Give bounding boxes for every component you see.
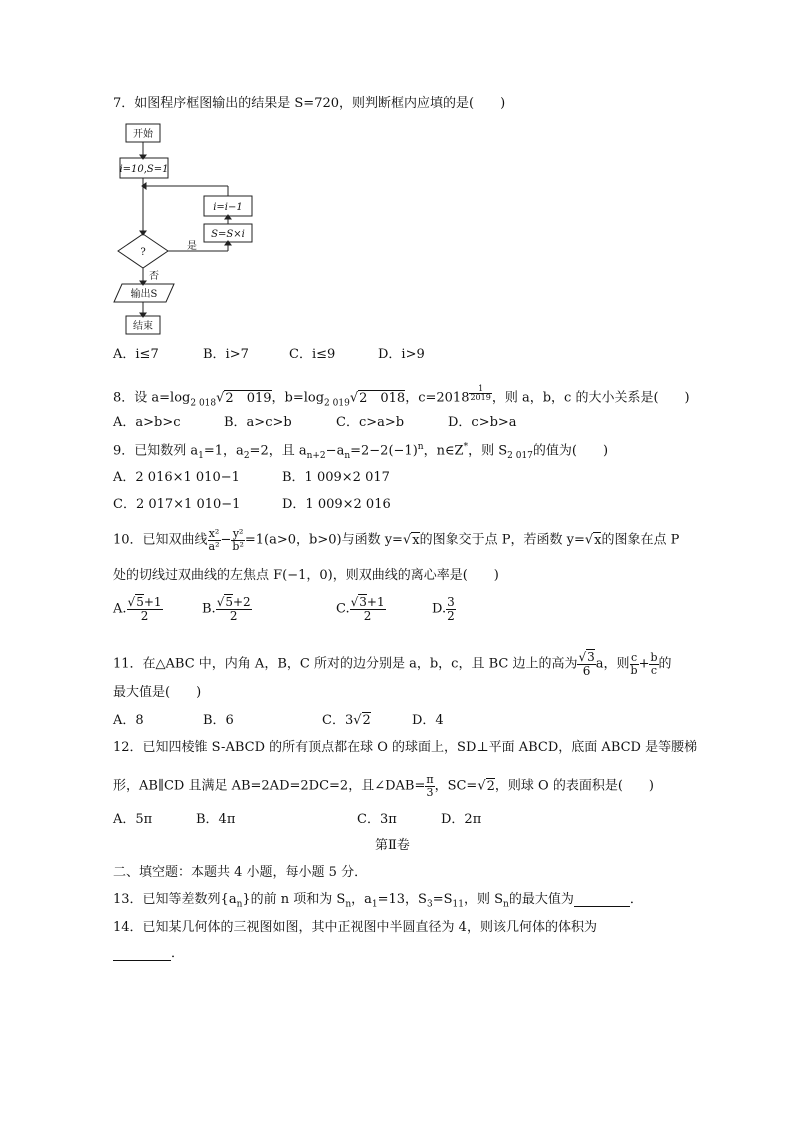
q7-flowchart [112,120,292,340]
q12-stem-line2: 形，AB∥CD 且满足 AB=2AD=2DC=2，且∠DAB= $\frac{\pi}{3}$ ，SC=√2，则球 O 的表面积是( ) [113,773,654,799]
q13-answer-blank[interactable] [574,893,630,907]
q14-answer-blank[interactable] [113,947,171,961]
q8-option-c: C．c>a>b [336,415,405,430]
q12-option-a: A．5π [113,812,153,827]
flow-end-label: 结束 [133,321,153,332]
q7-option-a: A．i≤7 [113,347,159,362]
q7-option-c: C．i≤9 [289,347,336,362]
q11-stem-line2: 最大值是( ) [113,685,202,700]
q10-stem-line2: 处的切线过双曲线的左焦点 F(−1，0)，则双曲线的离心率是( ) [113,568,499,583]
q7-stem: 7．如图程序框图输出的结果是 S=720，则判断框内应填的是( ) [113,96,506,111]
q12-stem: 12．已知四棱锥 S-ABCD 的所有顶点都在球 O 的球面上，SD⊥平面 ABCD，底面 ABCD 是等腰梯 [113,740,698,755]
q12-option-d: D．2π [441,812,482,827]
q11-option-a: A．8 [113,713,144,728]
q10-option-a: A. $\frac{√5+1}{2}$ [113,595,162,623]
q10-stem: 10．已知双曲线 $\frac{\text{x²}}{\text{a²}}$ − $\frac{\text{y²}}{\text{b²}}$ =1(a>0，b>0)与函数 y=√x的图象交于点 P，若函数 y=√x的图象在点 P [113,527,680,553]
q8-option-b: B．a>c>b [224,415,292,430]
flow-dec-label: i=i−1 [213,202,243,213]
q12-option-c: C．3π [357,812,397,827]
flow-cond-label: ? [140,247,146,258]
q9-option-b: B．1 009×2 017 [282,470,390,485]
flow-yes-label: 是 [187,241,197,252]
q8-stem: 8．设 $a=\log_{2 018}√2$ 019，$b=\log_{2 019}√2$ 018，c=2018 $^{\frac{1}{2019}}$ ，则 a，b，c 的大小关系是( ) [113,384,690,409]
flow-no-label: 否 [149,271,159,282]
q9-option-a: A．2 016×1 010−1 [113,470,240,485]
flow-output-label: 输出S [130,289,158,300]
q8-option-a: A．a>b>c [113,415,181,430]
q11-option-d: D．4 [412,713,444,728]
q14-answer-line: ． [113,947,184,961]
q10-option-c: C. $\frac{√3+1}{2}$ [336,595,385,623]
q14-stem: 14．已知某几何体的三视图如图，其中正视图中半圆直径为 4，则该几何体的体积为 [113,920,597,935]
section-title: 第Ⅱ卷 [375,838,410,853]
q12-option-b: B．4π [196,812,236,827]
q9-option-c: C．2 017×1 010−1 [113,497,241,512]
q13-stem: 13．已知等差数列$\{a_n\}$的前 n 项和为 $S_n$，$a_1=13$，$S_3=S_{11}$，则 $S_n$的最大值为 ． [113,892,643,910]
q7-option-d: D．i>9 [378,347,425,362]
q10-option-b: B. $\frac{√5+2}{2}$ [202,595,251,623]
q7-option-b: B．i>7 [203,347,249,362]
q10-option-d: D. $\frac{3}{2}$ [432,595,455,623]
q11-option-c: C．3√2 [322,713,371,728]
q9-option-d: D．1 009×2 016 [282,497,391,512]
flow-init-label: i=10,S=1 [119,164,169,175]
q11-option-b: B．6 [203,713,234,728]
q8-option-d: D．c>b>a [448,415,517,430]
q9-stem: 9．已知数列 $a_1=1$，$a_2=2$，且 $a_{n+2}-a_n=2-2(-1)^n$，n∈Z*，则 $S_{2 017}$的值为( ) [113,442,609,461]
flow-start-label: 开始 [133,129,153,140]
flow-mul-label: S=S×i [211,229,245,240]
part-two-heading: 二、填空题：本题共 4 小题，每小题 5 分． [113,865,368,880]
q11-stem: 11．在△ABC 中，内角 A，B，C 所对的边分别是 a，b，c，且 BC 边上的高为 $\frac{√3}{6}$ a，则 $\frac{c}{b}$ + $\frac{b}{c}$ 的 [113,650,672,678]
